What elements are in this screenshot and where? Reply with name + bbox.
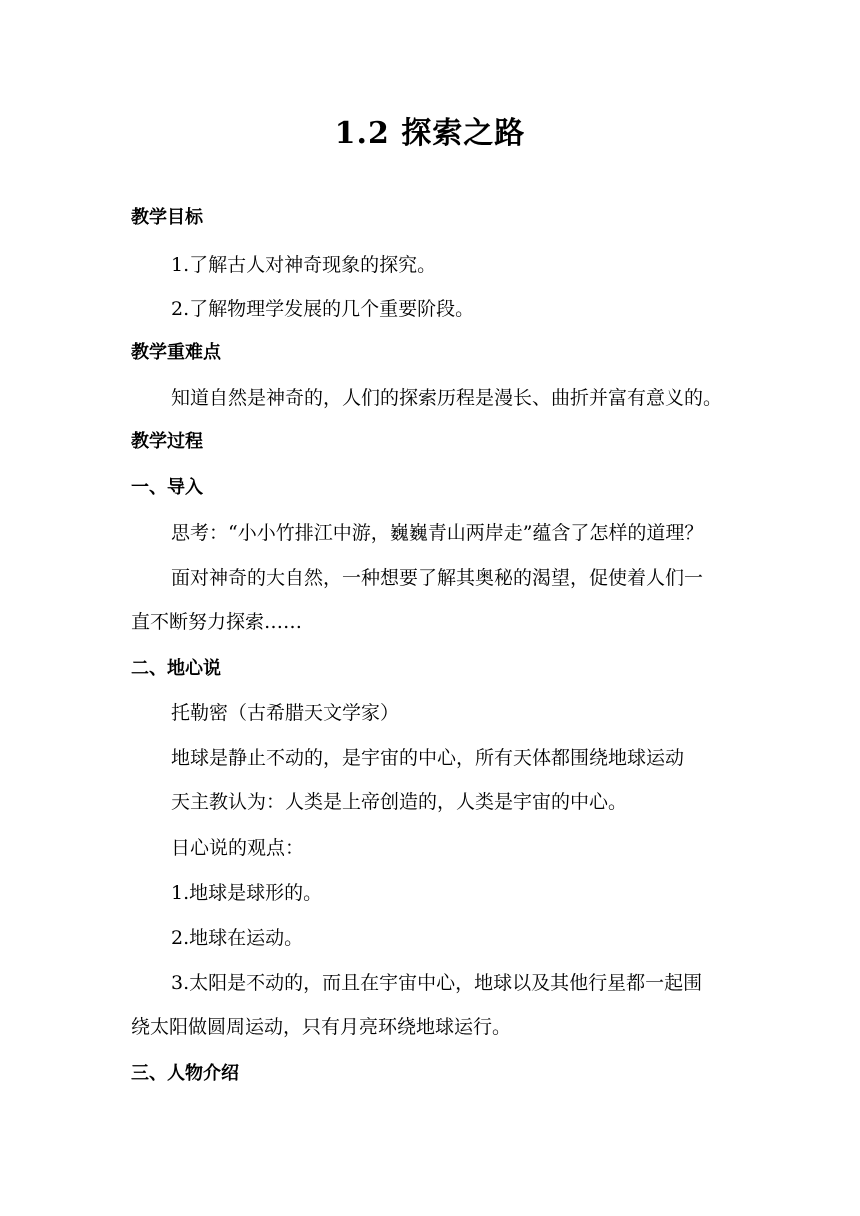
heading-geocentric: 二、地心说 — [131, 658, 221, 679]
heliocentric-point-3-line-2: 绕太阳做圆周运动，只有月亮环绕地球运行。 — [131, 1016, 512, 1038]
heading-objectives: 教学目标 — [131, 207, 203, 228]
heliocentric-point-1: 1.地球是球形的。 — [171, 882, 323, 904]
heading-key-points: 教学重难点 — [131, 342, 221, 363]
intro-paragraph-line-1: 面对神奇的大自然，一种想要了解其奥秘的渴望，促使着人们一 — [171, 567, 704, 589]
objective-item-1: 1.了解古人对神奇现象的探究。 — [171, 254, 437, 276]
heliocentric-label: 日心说的观点： — [171, 837, 305, 859]
ptolemy-line: 托勒密（古希腊天文学家） — [171, 702, 400, 724]
heliocentric-point-2: 2.地球在运动。 — [171, 927, 304, 949]
key-points-text: 知道自然是神奇的，人们的探索历程是漫长、曲折并富有意义的。 — [171, 387, 723, 409]
objective-item-2: 2.了解物理学发展的几个重要阶段。 — [171, 298, 475, 320]
heading-intro: 一、导入 — [131, 477, 203, 498]
geocentric-claim: 地球是静止不动的，是宇宙的中心，所有天体都围绕地球运动 — [171, 747, 685, 769]
heliocentric-point-3-line-1: 3.太阳是不动的，而且在宇宙中心，地球以及其他行星都一起围 — [171, 972, 703, 994]
heading-people: 三、人物介绍 — [131, 1063, 239, 1084]
church-view: 天主教认为：人类是上帝创造的，人类是宇宙的中心。 — [171, 791, 628, 813]
intro-think-question: 思考：“小小竹排江中游，巍巍青山两岸走”蕴含了怎样的道理？ — [171, 522, 704, 544]
intro-paragraph-line-2: 直不断努力探索…… — [131, 611, 303, 633]
heading-process: 教学过程 — [131, 431, 203, 452]
document-title: 1.2 探索之路 — [334, 116, 526, 151]
